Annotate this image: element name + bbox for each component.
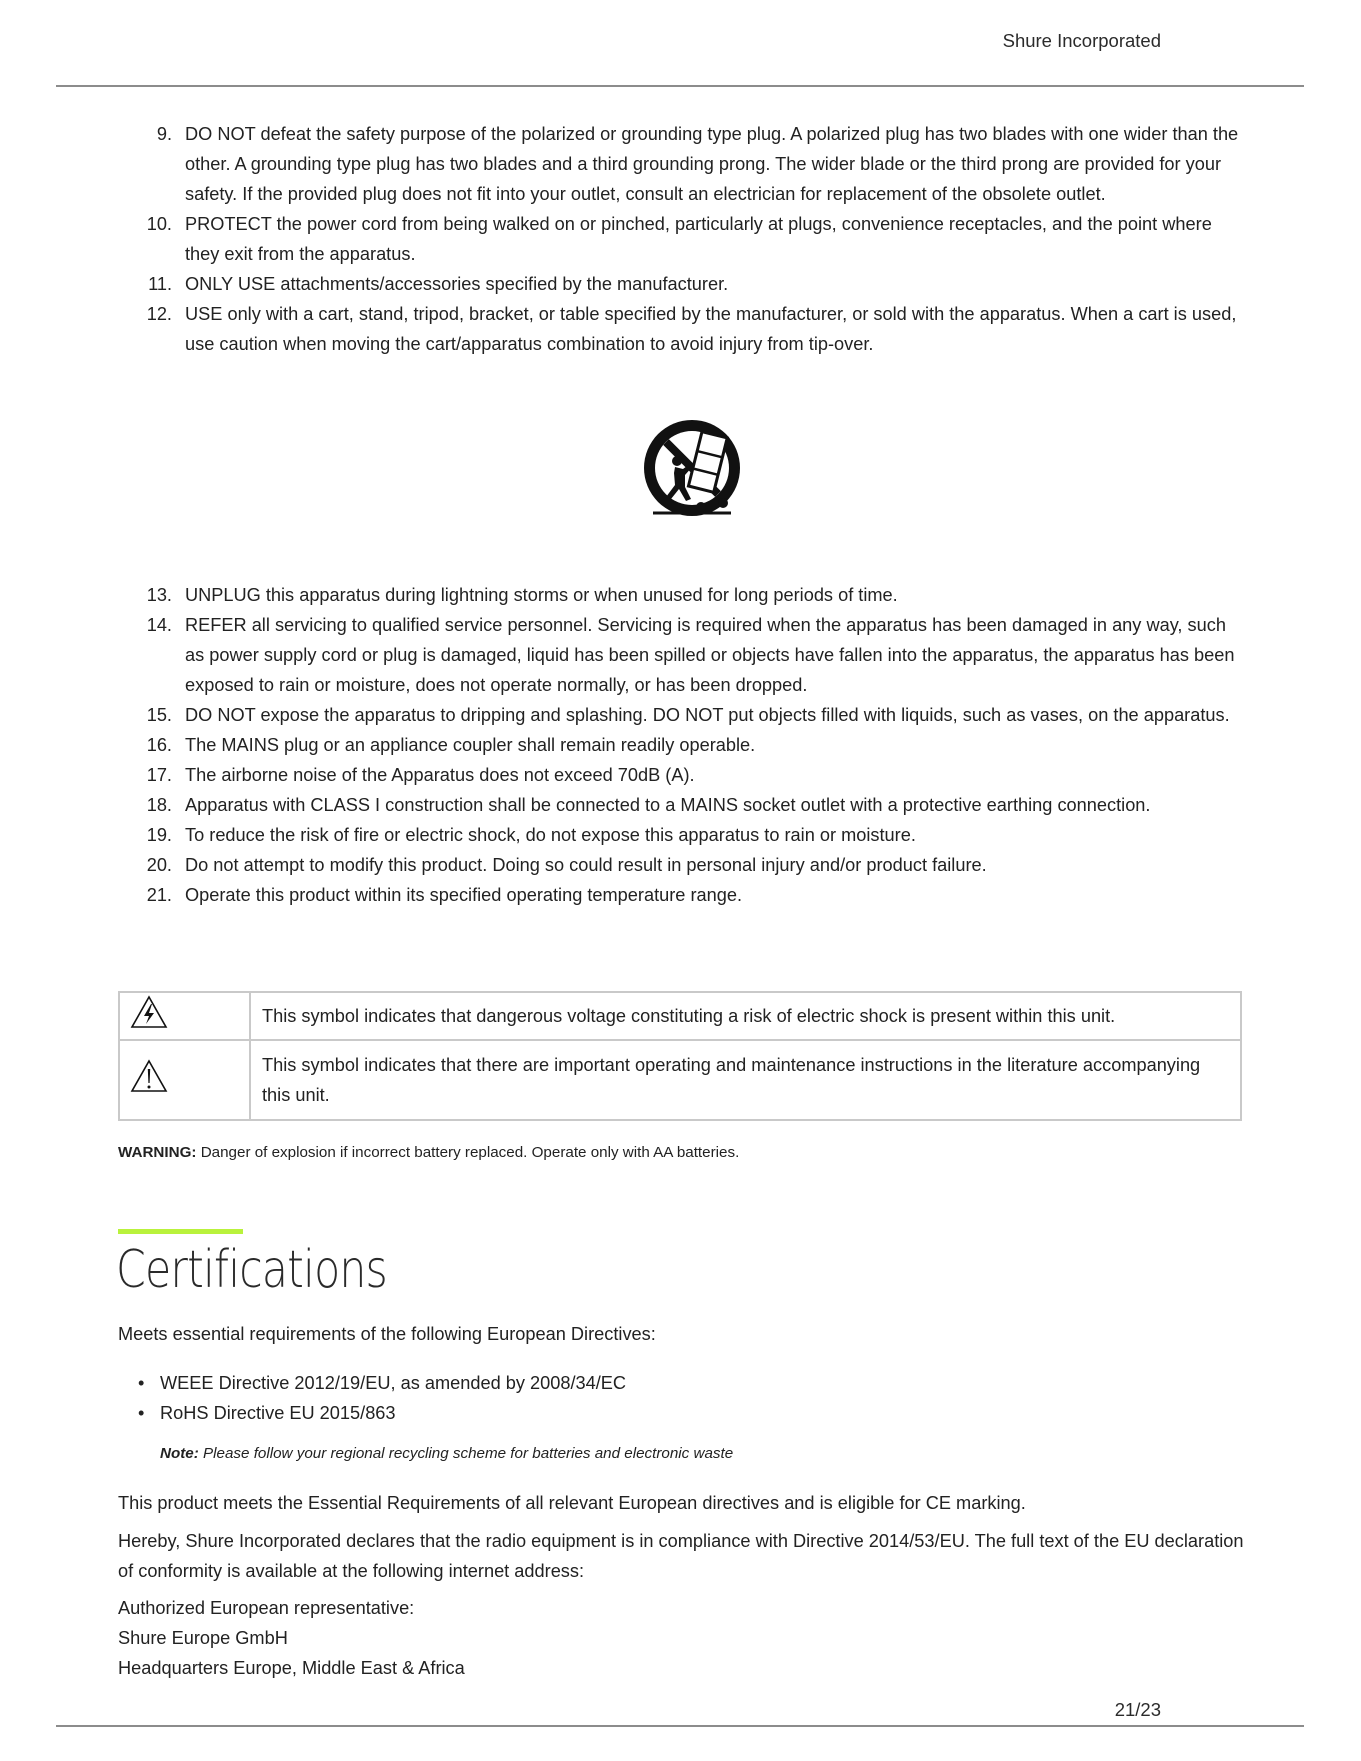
recycling-note bbox=[160, 1445, 733, 1462]
exclamation-warning-icon bbox=[130, 1059, 168, 1093]
cart-tip-over-warning-icon bbox=[639, 417, 745, 521]
item-text: DO NOT defeat the safety purpose of the polarized or grounding type plug. A polarized plug has two blades with one wider than the other. A grounding type plug has two blades and a third grounding prong. The wider blade or the third prong are provided for your safety. If the provided plug does not fit into your outlet, consult an electrician for replacement of the obsolete outlet. bbox=[185, 124, 1239, 204]
list-item bbox=[0, 730, 1361, 760]
note-text: Please follow your regional recycling scheme for batteries and electronic waste bbox=[198, 1445, 734, 1462]
item-text: Operate this product within its specified operating temperature range. bbox=[185, 885, 743, 905]
certifications-heading: Certifications bbox=[116, 1240, 387, 1300]
item-number: 17. bbox=[146, 765, 172, 785]
item-text: The MAINS plug or an appliance coupler shall remain readily operable. bbox=[185, 735, 756, 755]
list-item bbox=[0, 850, 1361, 880]
symbol-description: This symbol indicates that there are important operating and maintenance instructions in the literature accompanying this unit. bbox=[250, 1040, 1241, 1120]
table-row bbox=[119, 1040, 1241, 1120]
list-item bbox=[0, 299, 1361, 359]
item-number: 14. bbox=[146, 615, 172, 635]
item-text: UNPLUG this apparatus during lightning storms or when unused for long periods of time. bbox=[185, 585, 898, 605]
item-text: To reduce the risk of fire or electric shock, do not expose this apparatus to rain or moisture. bbox=[185, 825, 916, 845]
list-item bbox=[0, 580, 1361, 610]
lightning-warning-icon bbox=[130, 995, 168, 1029]
item-text: USE only with a cart, stand, tripod, bracket, or table specified by the manufacturer, or sold with the apparatus. When a cart is used, use caution when moving the cart/apparatus combination to avoid injury from tip-over. bbox=[185, 304, 1237, 354]
list-item bbox=[0, 269, 1361, 299]
item-number: 15. bbox=[146, 705, 172, 725]
safety-list-part-2 bbox=[0, 580, 1361, 910]
list-item bbox=[0, 790, 1361, 820]
list-item: • RoHS Directive EU 2015/863 bbox=[118, 1398, 626, 1428]
list-item bbox=[0, 610, 1361, 700]
safety-symbols-table bbox=[118, 991, 1242, 1121]
european-representative bbox=[118, 1593, 1248, 1683]
item-text: Do not attempt to modify this product. Doing so could result in personal injury and/or product failure. bbox=[185, 855, 987, 875]
item-number: 18. bbox=[146, 795, 172, 815]
item-number: 19. bbox=[146, 825, 172, 845]
ce-statement: This product meets the Essential Requirements of all relevant European directives and is eligible for CE marking. bbox=[118, 1493, 1026, 1513]
directives-list bbox=[118, 1368, 626, 1428]
symbol-description: This symbol indicates that dangerous voltage constituting a risk of electric shock is present within this unit. bbox=[250, 992, 1241, 1040]
header-divider bbox=[56, 85, 1304, 87]
item-number: 11. bbox=[148, 274, 172, 294]
footer-divider bbox=[56, 1725, 1304, 1727]
item-text: ONLY USE attachments/accessories specified by the manufacturer. bbox=[185, 274, 729, 294]
item-text: DO NOT expose the apparatus to dripping and splashing. DO NOT put objects filled with liquids, such as vases, on the apparatus. bbox=[185, 705, 1230, 725]
note-label: Note: bbox=[160, 1445, 199, 1462]
item-number: 21. bbox=[146, 885, 172, 905]
directives-intro: Meets essential requirements of the following European Directives: bbox=[118, 1324, 656, 1344]
representative-line: Authorized European representative: bbox=[118, 1598, 415, 1618]
representative-line: Headquarters Europe, Middle East & Africa bbox=[118, 1658, 465, 1678]
item-text: Apparatus with CLASS I construction shall be connected to a MAINS socket outlet with a protective earthing connection. bbox=[185, 795, 1151, 815]
warning-text: Danger of explosion if incorrect battery replaced. Operate only with AA batteries. bbox=[196, 1144, 740, 1161]
conformity-declaration: Hereby, Shure Incorporated declares that the radio equipment is in compliance with Directive 2014/53/EU. The full text of the EU declaration of conformity is available at the following internet address: bbox=[118, 1531, 1244, 1581]
list-item bbox=[0, 700, 1361, 730]
warning-label: WARNING: bbox=[118, 1144, 197, 1161]
representative-line: Shure Europe GmbH bbox=[118, 1628, 288, 1648]
battery-warning bbox=[118, 1144, 739, 1161]
list-item: • WEEE Directive 2012/19/EU, as amended by 2008/34/EC bbox=[118, 1368, 626, 1398]
symbol-cell bbox=[119, 992, 250, 1040]
table-row bbox=[119, 992, 1241, 1040]
section-accent-bar bbox=[118, 1229, 243, 1234]
list-item bbox=[0, 119, 1361, 209]
header-company-name: Shure Incorporated bbox=[1002, 30, 1161, 51]
page-number: 21/23 bbox=[1114, 1699, 1161, 1720]
item-number: 20. bbox=[146, 855, 172, 875]
symbol-cell bbox=[119, 1040, 250, 1120]
list-item bbox=[0, 209, 1361, 269]
item-number: 13. bbox=[146, 585, 172, 605]
list-item bbox=[0, 760, 1361, 790]
item-number: 9. bbox=[156, 124, 172, 144]
list-item bbox=[0, 880, 1361, 910]
item-text: REFER all servicing to qualified service personnel. Servicing is required when the apparatus has been damaged in any way, such as power supply cord or plug is damaged, liquid has been spilled or objects have fallen into the apparatus, the apparatus has been exposed to rain or moisture, does not operate normally, or has been dropped. bbox=[185, 615, 1235, 695]
item-text: The airborne noise of the Apparatus does not exceed 70dB (A). bbox=[185, 765, 695, 785]
safety-list-part-1 bbox=[0, 119, 1361, 359]
item-number: 10. bbox=[146, 214, 172, 234]
item-number: 12. bbox=[146, 304, 172, 324]
list-item bbox=[0, 820, 1361, 850]
item-number: 16. bbox=[146, 735, 172, 755]
item-text: PROTECT the power cord from being walked on or pinched, particularly at plugs, convenience receptacles, and the point where they exit from the apparatus. bbox=[185, 214, 1212, 264]
